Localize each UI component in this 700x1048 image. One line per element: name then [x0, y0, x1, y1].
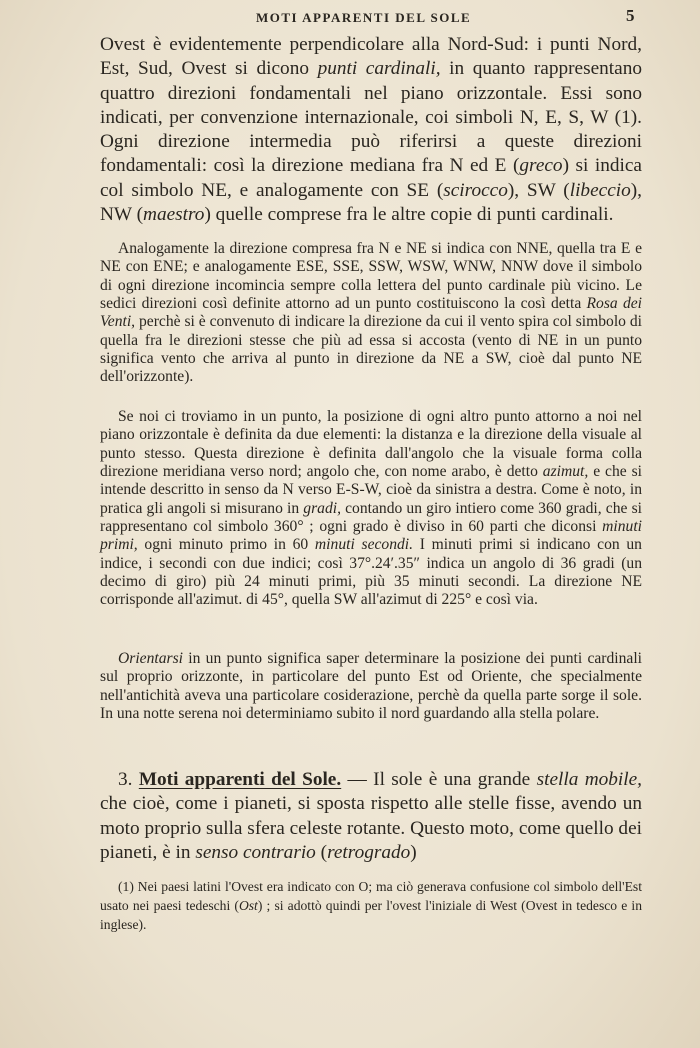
text-run: contando un giro intiero come 360 gradi, che si rappresentano col simbolo 360° ; ogni grado è diviso in 60 parti che diconsi: [100, 499, 642, 536]
paragraph-cardinal-points: [100, 33, 642, 227]
text-run: ): [410, 841, 417, 863]
section-number: 3.: [118, 769, 133, 790]
text-run: e che si intende descritto in senso da N verso E-S-W, cioè da sinistra a destra. Come è noto, in pratica gli angoli si misurano in: [100, 463, 642, 517]
text-run: Analogamente la direzione compresa fra N e NE si indica con NNE, quella tra E e NE con ENE; e analogamente ESE, SSE, SSW, WSW, WNW, NNW dove il simbolo di ogni direzione incomincia sempre colla lettera del punto cardinale più vicino. Le sedici direzioni così definite attorno ad un punto costituiscono la così detta: [100, 240, 642, 313]
text-run: in quanto rappresentano quattro direzioni fondamentali nel piano orizzontale. Essi sono indicati, per convenzione internazionale, coi simboli N, E, S, W (1). Ogni direzione intermedia può riferirsi a queste direzioni fondamentali: così la direzione mediana fra N ed E (: [100, 58, 642, 177]
italic-run: azimut,: [542, 463, 589, 481]
text-run: Se noi ci troviamo in un punto, la posizione di ogni altro punto attorno a noi nel piano orizzontale è definita da due elementi: la distanza e la direzione della visuale al punto stesso. Questa direzione è definita dall'angolo che la visuale forma colla direzione meridiana verso nord; angolo che, con nome arabo, è detto: [100, 408, 642, 481]
text-run: ) ; si adottò quindi per l'ovest l'iniziale di West (Ovest in tedesco e in inglese).: [100, 898, 642, 932]
text-run: I minuti primi si indicano con un indice, i secondi con due indici; così 37°.24′.35″ indica un angolo di 36 gradi (un decimo di giro) più 24 minuti primi, più 35 minuti secondi. La direzione NE corrisponde all'azimut. di 45°, quella SW all'azimut di 225° e così via.: [100, 536, 642, 609]
italic-run: Rosa dei Venti,: [100, 295, 643, 331]
italic-run: punti cardinali,: [317, 58, 441, 80]
text-run: ), NW (: [100, 179, 642, 226]
section-sun-motion: [100, 768, 642, 865]
text-run: ) si indica col simbolo NE, e analogamente con SE (: [100, 155, 642, 201]
text-run: perchè si è convenuto di indicare la direzione da cui il vento spira col simbolo di quella fra le direzioni stesse che più ad essa si accosta (vento di NE in un punto significa vento che arriva al punto in direzione da NE a SW, cioè dal punto NE dell'orizzonte).: [100, 313, 642, 386]
running-title: MOTI APPARENTI DEL SOLE: [256, 10, 472, 25]
paragraph-compass-rose: [100, 240, 642, 387]
text-run: (1) Nei paesi latini l'Ovest era indicato con O; ma ciò generava confusione col simbolo dell'Est usato nei paesi tedeschi (: [100, 879, 642, 913]
italic-run: maestro: [143, 204, 205, 226]
footnote: [100, 877, 642, 934]
italic-run: stella mobile,: [536, 769, 642, 790]
text-run: ) quelle comprese fra le altre copie di punti cardinali.: [204, 204, 614, 226]
italic-run: minuti secondi.: [314, 536, 414, 554]
text-run: ), SW (: [507, 179, 570, 201]
text-run: in un punto significa saper determinare la posizione dei punti cardinali sul proprio orizzonte, in particolare del punto Est od Oriente, che specialmente nell'antichità aveva una particolare cosiderazione, perchè da quella parte sorge il sole. In una notte serena noi determiniamo subito il nord guardando alla stella polare.: [100, 650, 642, 723]
italic-run: greco: [519, 155, 563, 177]
italic-run: Orientarsi: [118, 650, 183, 667]
text-run: che cioè, come i pianeti, si sposta rispetto alle stelle fisse, avendo un moto proprio sulla sfera celeste rotante. Questo moto, come quello dei pianeti, è in: [100, 793, 642, 863]
italic-run: Ost: [238, 898, 258, 913]
italic-run: libeccio: [569, 179, 631, 201]
italic-run: minuti primi,: [100, 518, 642, 554]
italic-run: retrogrado: [327, 841, 411, 863]
page-number: 5: [626, 6, 635, 25]
text-run: — Il sole è una grande: [341, 769, 537, 790]
italic-run: gradi,: [303, 499, 341, 517]
paragraph-azimuth: [100, 408, 642, 610]
text-run: ogni minuto primo in 60: [137, 536, 315, 554]
italic-run: senso contrario: [195, 841, 316, 863]
italic-run: scirocco: [443, 179, 508, 201]
running-head: [0, 6, 700, 30]
text-run: (: [315, 841, 328, 863]
text-run: Ovest è evidentemente perpendicolare alla Nord-Sud: i punti Nord, Est, Sud, Ovest si dicono: [100, 34, 642, 80]
paragraph-orientation: [100, 650, 642, 723]
section-heading: Moti apparenti del Sole.: [138, 769, 342, 790]
